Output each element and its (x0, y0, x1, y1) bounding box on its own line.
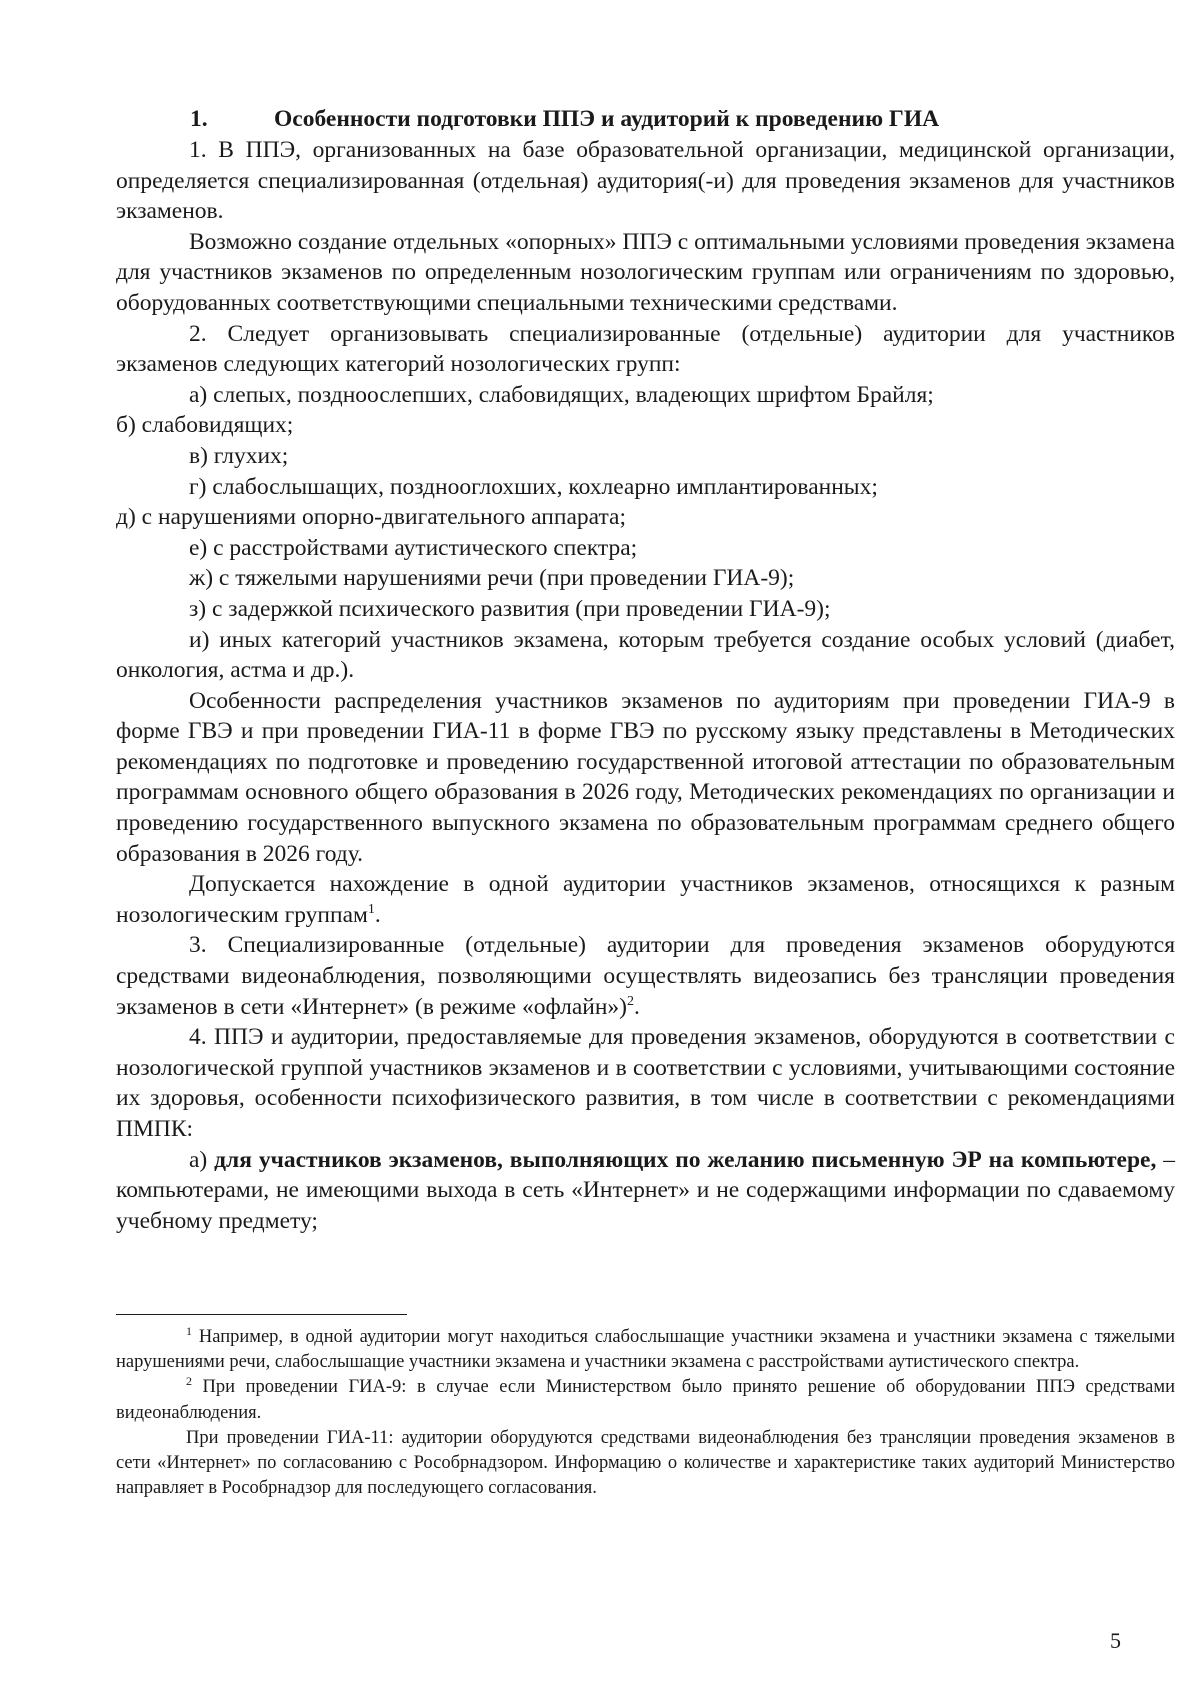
computer-item-prefix: а) (189, 1146, 215, 1173)
page-number: 5 (1110, 1628, 1121, 1653)
list-item-v: в) глухих; (189, 442, 289, 469)
list-item-g: г) слабослышащих, позднооглохших, кохлеарно имплантированных; (189, 473, 878, 500)
main-content (116, 104, 1175, 1236)
paragraph-5-tail: . (374, 901, 381, 928)
paragraph-computer-item (116, 1145, 1175, 1237)
list-item-d: д) с нарушениями опорно-двигательного аппарата; (116, 504, 626, 531)
footnote-2 (116, 1375, 1175, 1425)
section-number: 1. (190, 106, 208, 132)
list-item-e: е) с расстройствами аутистического спектра; (189, 534, 638, 561)
list-item-a: а) слепых, поздноослепших, слабовидящих, владеющих шрифтом Брайля; (189, 381, 934, 408)
list-item-z: з) с задержкой психического развития (при проведении ГИА-9); (189, 595, 831, 622)
paragraph-2: Возможно создание отдельных «опорных» ППЭ с оптимальными условиями проведения экзамена для участников экзаменов по определенным нозологическим группам или ограничениям по здоровью, оборудованных соответствующими специальными техническими средствами. (116, 228, 1175, 316)
paragraph-5 (116, 869, 1175, 930)
computer-item-rest: – компьютерами, не имеющими выхода в сеть «Интернет» и не содержащими информации по сдаваемому учебному предмету; (116, 1146, 1175, 1234)
paragraph-6-text: 3. Специализированные (отдельные) аудитории для проведения экзаменов оборудуются средствами видеонаблюдения, позволяющими осуществлять видеозапись без трансляции проведения экзаменов в сети «Интернет» (в режиме «офлайн») (116, 932, 1175, 1020)
paragraph-5-text: Допускается нахождение в одной аудитории участников экзаменов, относящихся к разным нозологическим группам (116, 871, 1175, 928)
footnote-2-text: При проведении ГИА-9: в случае если Министерством было принято решение об оборудовании ППЭ средствами видеонаблюдения. (116, 1377, 1175, 1423)
computer-item-bold: для участников экзаменов, выполняющих по желанию письменную ЭР на компьютере, (214, 1146, 1157, 1173)
footnote-separator (116, 1314, 407, 1315)
paragraph-6-tail: . (634, 993, 640, 1020)
paragraph-1: 1. В ППЭ, организованных на базе образовательной организации, медицинской организации, определяется специализированная (отдельная) аудитория(-и) для проведения экзаменов для участников экзаменов. (116, 137, 1175, 225)
footnote-ref-1: 1 (367, 902, 375, 918)
paragraph-6 (116, 930, 1175, 1022)
footnote-2-continued: При проведении ГИА-11: аудитории оборудуются средствами видеонаблюдения без трансляции проведения экзаменов в сети «Интернет» по согласованию с Рособрнадзором. Информацию о количестве и характеристике таких аудиторий Министерство направляет в Рособрнадзор для последующего согласования. (116, 1427, 1175, 1499)
footnote-ref-2: 2 (627, 993, 634, 1009)
footnote-mark-1: 1 (186, 1323, 192, 1338)
section-heading (116, 104, 1175, 135)
footnote-1 (116, 1325, 1175, 1375)
footnote-1-text: Например, в одной аудитории могут находиться слабослышащие участники экзамена и участники экзамена с тяжелыми нарушениями речи, слабослышащие участники экзамена и участники экзамена с расстройствами аутистического спектра. (116, 1327, 1175, 1373)
list-item-i: и) иных категорий участников экзамена, которым требуется создание особых условий (диабет, онкология, астма и др.). (116, 626, 1175, 684)
paragraph-3: 2. Следует организовывать специализированные (отдельные) аудитории для участников экзаменов следующих категорий нозологических групп: (116, 320, 1175, 378)
list-item-b: б) слабовидящих; (116, 412, 294, 439)
paragraph-4: Особенности распределения участников экзаменов по аудиториям при проведении ГИА-9 в форме ГВЭ и при проведении ГИА-11 в форме ГВЭ по русскому языку представлены в Методических рекомендациях по подготовке и проведению государственной итоговой аттестации по образовательным программам основного общего образования в 2026 году, Методических рекомендациях по организации и проведению государственного выпускного экзамена по образовательным программам среднего общего образования в 2026 году. (116, 687, 1175, 867)
section-title: Особенности подготовки ППЭ и аудиторий к проведению ГИА (274, 106, 940, 132)
footnotes (116, 1325, 1175, 1501)
list-item-zh: ж) с тяжелыми нарушениями речи (при проведении ГИА-9); (189, 565, 795, 592)
footnote-mark-2: 2 (186, 1374, 192, 1389)
paragraph-7: 4. ППЭ и аудитории, предоставляемые для проведения экзаменов, оборудуются в соответствии с нозологической группой участников экзаменов и в соответствии с условиями, учитывающими состояние их здоровья, особенности психофизического развития, в том числе в соответствии с рекомендациями ПМПК: (116, 1024, 1175, 1142)
